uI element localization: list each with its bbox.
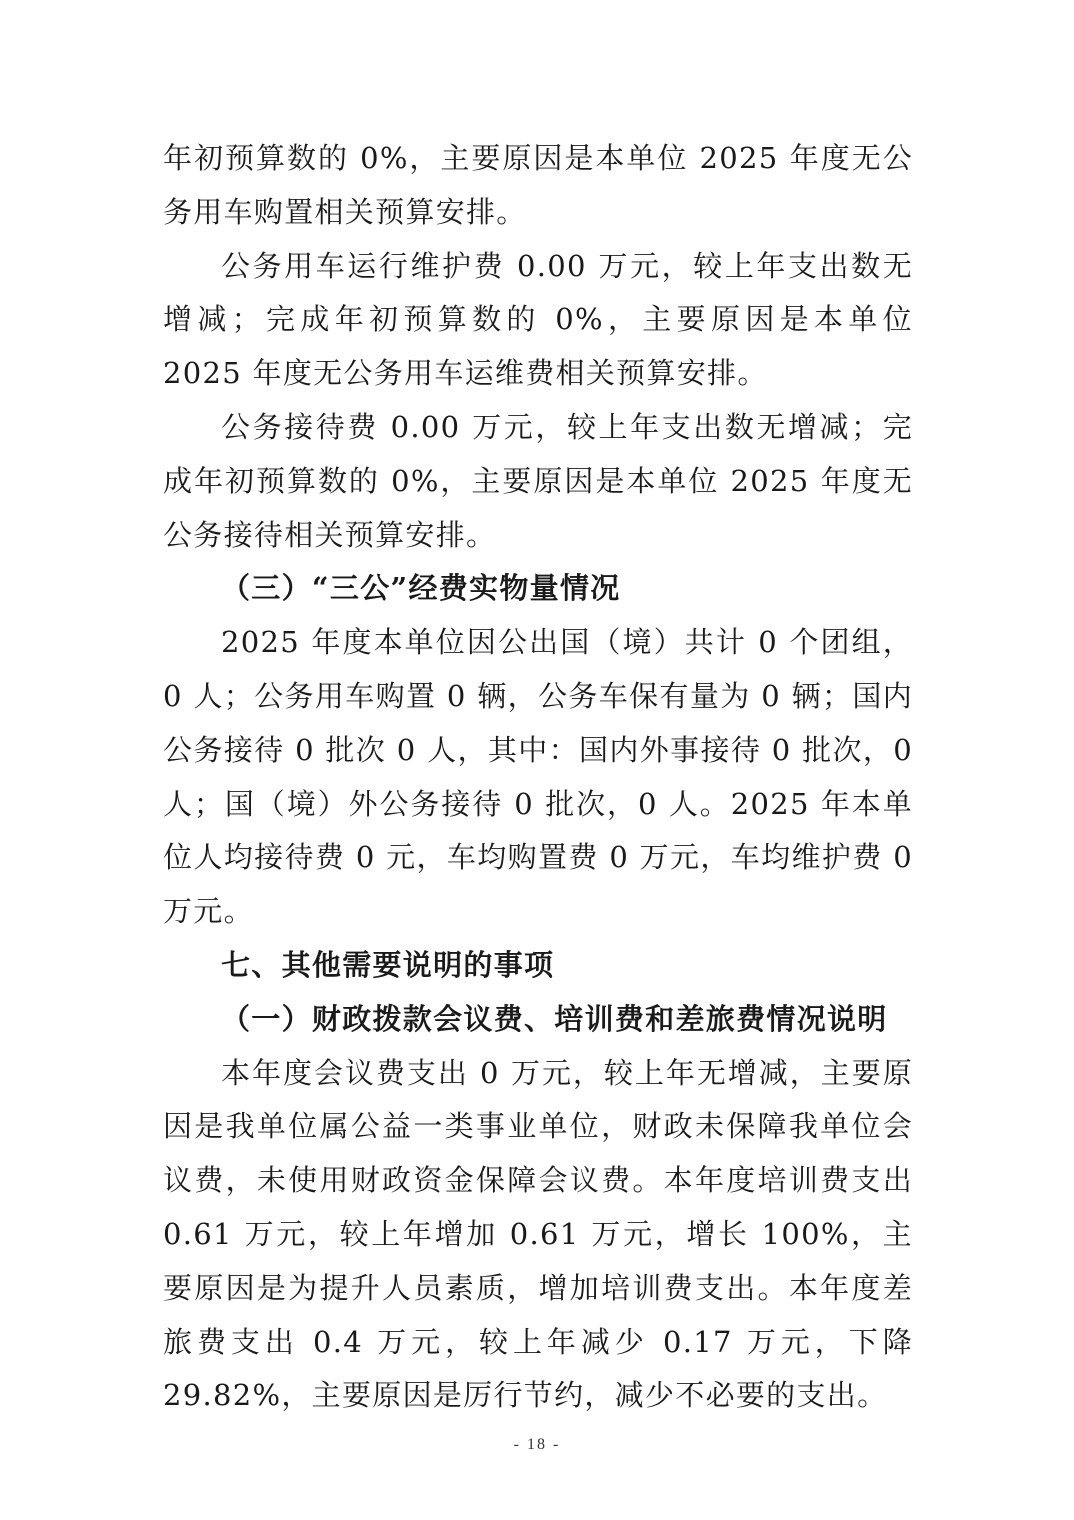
- document-body: [163, 132, 913, 1423]
- paragraph-official-reception: 公务接待费 0.00 万元，较上年支出数无增减；完成年初预算数的 0%，主要原因是本单位 2025 年度无公务接待相关预算安排。: [163, 409, 913, 552]
- section-heading-physical-quantity: （三）“三公”经费实物量情况: [221, 571, 621, 606]
- paragraph-vehicle-maintenance: 公务用车运行维护费 0.00 万元，较上年支出数无增减；完成年初预算数的 0%，主要原因是本单位 2025 年度无公务用车运维费相关预算安排。: [163, 248, 913, 391]
- paragraph-physical-quantity: 2025 年度本单位因公出国（境）共计 0 个团组，0 人；公务用车购置 0 辆，公务车保有量为 0 辆；国内公务接待 0 批次 0 人，其中：国内外事接待 0 批次，0 人；国（境）外公务接待 0 批次，0 人。2025 年本单位人均接待费 0 元，车均购置费 0 万元，车均维护费 0 万元。: [163, 625, 913, 929]
- paragraph-meeting-training-travel: 本年度会议费支出 0 万元，较上年无增减，主要原因是我单位属公益一类事业单位，财政未保障我单位会议费，未使用财政资金保障会议费。本年度培训费支出 0.61 万元，较上年增加 0.61 万元，增长 100%，主要原因是为提升人员素质，增加培训费支出。本年度差旅费支出 0.4 万元，较上年减少 0.17 万元，下降 29.82%，主要原因是厉行节约，减少不必要的支出。: [163, 1055, 913, 1413]
- section-heading-meeting-training-travel: （一）财政拨款会议费、培训费和差旅费情况说明: [221, 1001, 888, 1036]
- chapter-heading-other-matters: 七、其他需要说明的事项: [221, 947, 555, 982]
- page-number: - 18 -: [513, 1436, 561, 1453]
- paragraph-vehicle-purchase-tail: 年初预算数的 0%，主要原因是本单位 2025 年度无公务用车购置相关预算安排。: [163, 141, 913, 229]
